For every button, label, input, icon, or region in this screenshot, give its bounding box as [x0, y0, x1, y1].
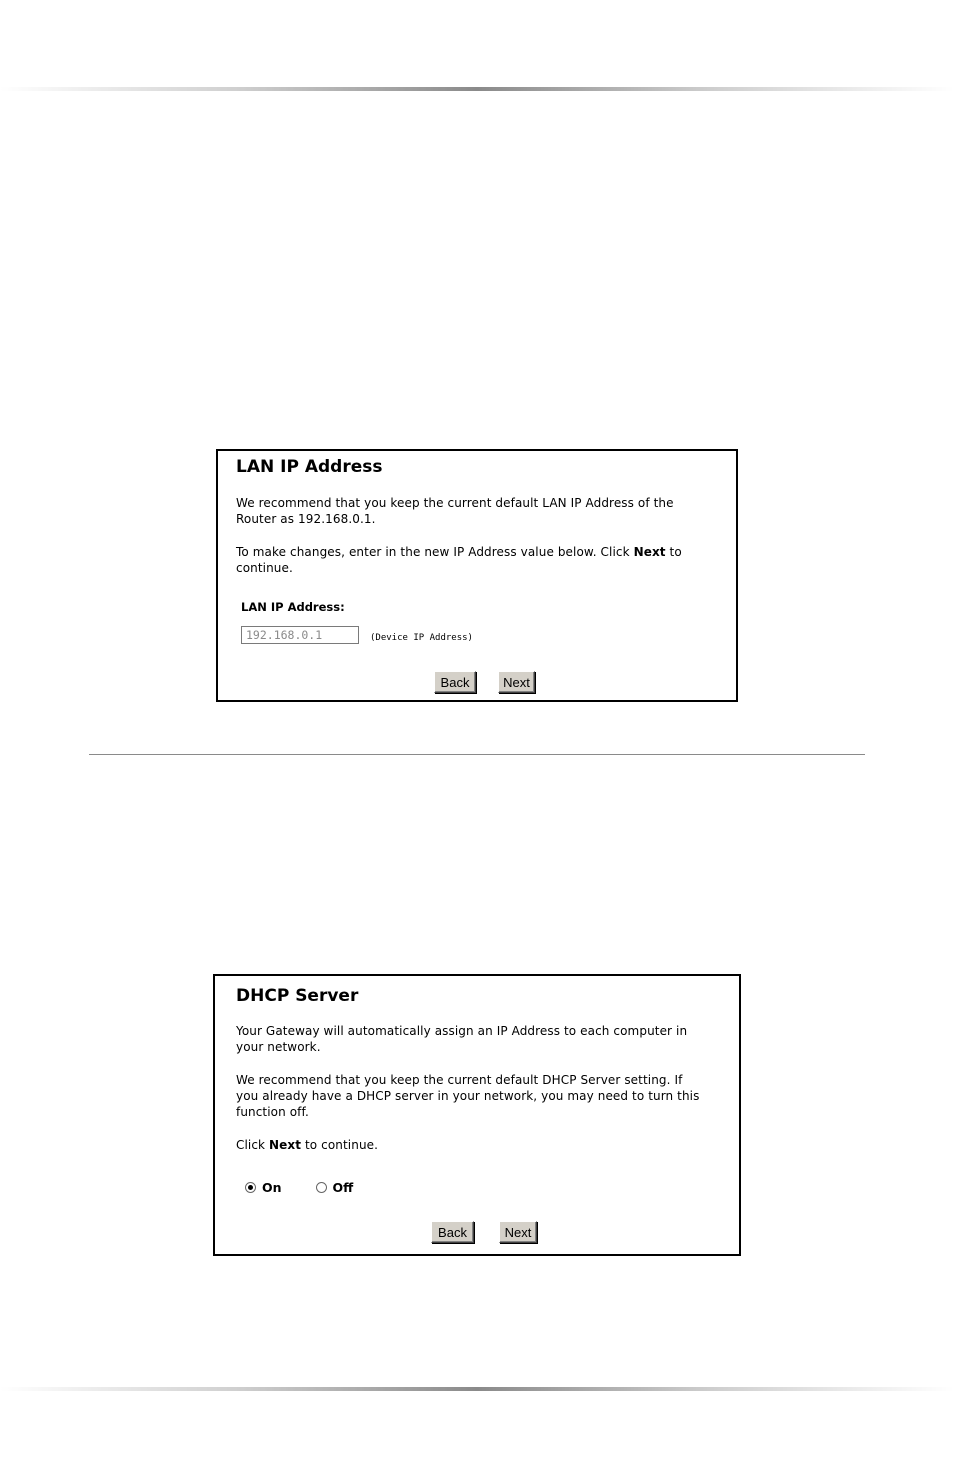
radio-off[interactable] — [316, 1182, 327, 1193]
radio-off-label[interactable]: Off — [332, 1180, 354, 1195]
dhcp-continue-text: Click Next to continue. — [236, 1138, 379, 1152]
bottom-decorative-rule — [0, 1387, 954, 1391]
panel-title: LAN IP Address — [236, 457, 383, 477]
lan-intro-text: We recommend that you keep the current default LAN IP Address of the Router as 192.168.0.1. — [236, 496, 674, 526]
lan-instructions-text: To make changes, enter in the new IP Address value below. Click Next to continue. — [236, 545, 682, 575]
lan-ip-address-panel — [216, 449, 738, 702]
dhcp-intro-text: Your Gateway will automatically assign an IP Address to each computer in your network. — [236, 1024, 688, 1054]
lan-ip-field-label: LAN IP Address: — [241, 600, 345, 614]
lan-ip-input[interactable] — [241, 626, 359, 644]
top-decorative-rule — [0, 87, 954, 91]
dhcp-recommendation-text: We recommend that you keep the current default DHCP Server setting. If you already have a DHCP server in your network, you may need to turn this function off. — [236, 1073, 700, 1119]
back-button[interactable]: Back — [431, 1221, 474, 1243]
radio-on-label[interactable]: On — [262, 1180, 282, 1195]
panel-title: DHCP Server — [236, 986, 359, 1006]
dhcp-radio-group — [245, 1180, 387, 1199]
next-button[interactable]: Next — [498, 671, 535, 693]
radio-on[interactable] — [245, 1182, 256, 1193]
section-divider — [89, 754, 865, 755]
back-button[interactable]: Back — [434, 671, 476, 693]
ip-hint-text: (Device IP Address) — [370, 633, 473, 643]
next-button[interactable]: Next — [499, 1221, 537, 1243]
dhcp-server-panel — [213, 974, 741, 1256]
